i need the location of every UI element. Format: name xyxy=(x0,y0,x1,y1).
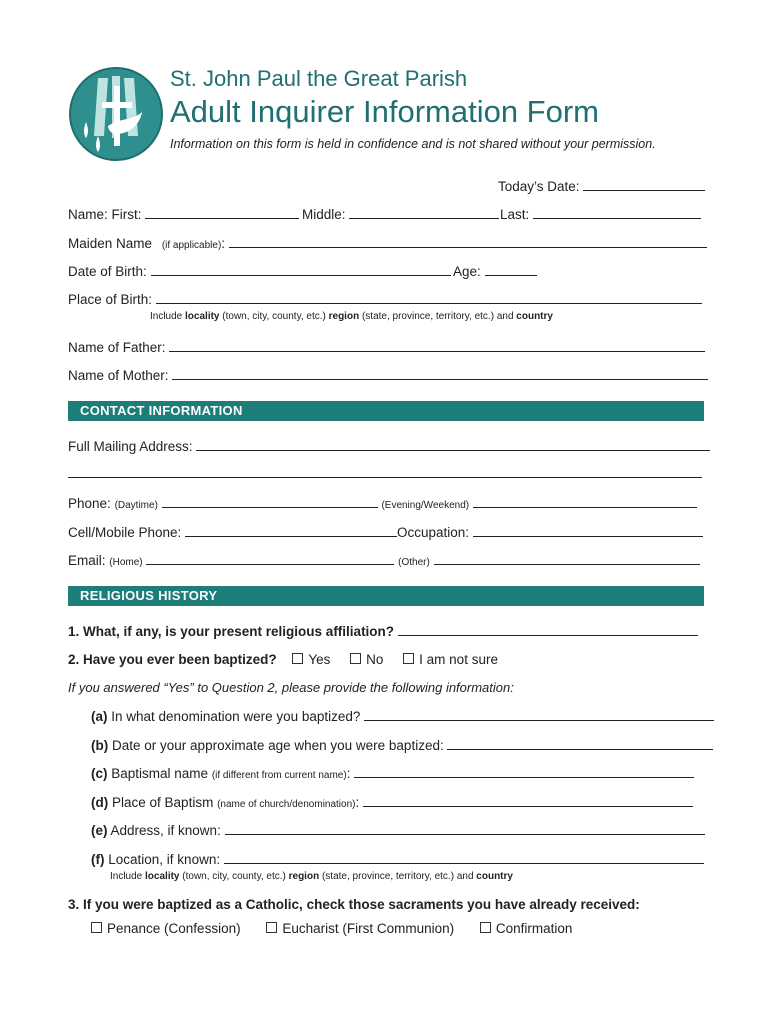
q2b-tag: (b) xyxy=(91,738,109,753)
q2f-field[interactable] xyxy=(224,851,704,864)
place-of-birth-hint xyxy=(150,311,553,322)
age-field[interactable] xyxy=(485,263,537,276)
q2e-tag: (e) xyxy=(91,823,108,838)
last-name-label: Last: xyxy=(500,207,530,222)
q2-yes-option[interactable] xyxy=(292,652,330,667)
home-note: (Home) xyxy=(109,557,143,568)
checkbox-icon[interactable] xyxy=(403,653,414,664)
hint-region: region xyxy=(288,871,320,882)
evening-phone-field[interactable] xyxy=(473,495,697,508)
q1-label: 1. What, if any, is your present religious affiliation? xyxy=(68,624,395,639)
q2a-row xyxy=(91,708,714,724)
q2d-note: (name of church/denomination) xyxy=(217,799,356,810)
q2b-label: Date or your approximate age when you were baptized: xyxy=(112,738,444,753)
hint-text: (town, city, county, etc.) xyxy=(222,311,326,322)
checkbox-icon[interactable] xyxy=(292,653,303,664)
q2c-field[interactable] xyxy=(354,765,694,778)
penance-option[interactable] xyxy=(91,921,241,936)
confirmation-option[interactable] xyxy=(480,921,573,936)
if-applicable-note: (if applicable) xyxy=(161,240,222,251)
occupation-row xyxy=(397,524,703,540)
dob-row xyxy=(68,263,451,279)
mailing-address-row xyxy=(68,438,710,454)
mailing-address-field[interactable] xyxy=(196,438,710,451)
name-row xyxy=(68,206,299,222)
mailing-address-label: Full Mailing Address: xyxy=(68,439,193,454)
q2f-row xyxy=(91,851,704,867)
form-title: Adult Inquirer Information Form xyxy=(170,94,600,129)
mother-row xyxy=(68,367,708,383)
phone-label: Phone: xyxy=(68,496,111,511)
age-label: Age: xyxy=(453,264,481,279)
q2b-row xyxy=(91,737,713,753)
q2d-row: (d) Place of Baptism (name of church/denomination): xyxy=(91,794,693,810)
q3-options xyxy=(91,921,572,936)
contact-section-header xyxy=(68,401,704,421)
q2-not-sure-option[interactable] xyxy=(403,652,498,667)
q3-label: 3. If you were baptized as a Catholic, check those sacraments you have already received: xyxy=(68,897,640,912)
daytime-phone-field[interactable] xyxy=(162,495,378,508)
religious-section-header xyxy=(68,586,704,606)
email-row xyxy=(68,552,700,568)
cell-phone-field[interactable] xyxy=(185,524,397,537)
first-name-label: Name: First: xyxy=(68,207,142,222)
evening-note: (Evening/Weekend) xyxy=(381,500,470,511)
q2e-row xyxy=(91,822,705,838)
maiden-name-field[interactable] xyxy=(229,235,707,248)
hint-country: country xyxy=(476,871,513,882)
hint-text: (state, province, territory, etc.) and xyxy=(361,311,514,322)
hint-text: (town, city, county, etc.) xyxy=(182,871,286,882)
hint-country: country xyxy=(516,311,553,322)
option-label: Confirmation xyxy=(495,921,573,936)
mother-label: Name of Mother: xyxy=(68,368,169,383)
first-name-field[interactable] xyxy=(145,206,299,219)
place-of-birth-label: Place of Birth: xyxy=(68,292,153,307)
q1-field[interactable] xyxy=(398,623,698,636)
maiden-name-row: Maiden Name (if applicable): xyxy=(68,235,707,251)
dob-field[interactable] xyxy=(151,263,451,276)
q2e-label: Address, if known: xyxy=(110,823,221,838)
middle-name-row xyxy=(302,206,499,222)
other-email-field[interactable] xyxy=(434,552,700,565)
confidentiality-notice: Information on this form is held in confidence and is not shared without your permission. xyxy=(170,137,656,151)
q2d-tag: (d) xyxy=(91,795,109,810)
mother-field[interactable] xyxy=(172,367,708,380)
parish-logo xyxy=(68,66,164,162)
q2a-field[interactable] xyxy=(364,708,714,721)
q2-no-option[interactable] xyxy=(350,652,383,667)
option-label: No xyxy=(366,652,384,667)
hint-locality: locality xyxy=(145,871,180,882)
occupation-label: Occupation: xyxy=(397,525,470,540)
occupation-field[interactable] xyxy=(473,524,703,537)
location-hint xyxy=(110,871,513,882)
cell-phone-label: Cell/Mobile Phone: xyxy=(68,525,182,540)
middle-name-label: Middle: xyxy=(302,207,346,222)
checkbox-icon[interactable] xyxy=(266,922,277,933)
mailing-address-line2[interactable] xyxy=(68,465,702,478)
contact-heading: CONTACT INFORMATION xyxy=(80,403,243,418)
home-email-field[interactable] xyxy=(146,552,394,565)
q2b-field[interactable] xyxy=(447,737,713,750)
hint-locality: locality xyxy=(185,311,220,322)
option-label: Eucharist (First Communion) xyxy=(282,921,455,936)
q2c-label: Baptismal name xyxy=(111,766,209,781)
q2-label: 2. Have you ever been baptized? xyxy=(68,652,277,667)
q2c-note: (if different from current name) xyxy=(211,770,347,781)
q2d-field[interactable] xyxy=(363,794,693,807)
hint-text: Include xyxy=(110,871,143,882)
hint-text: Include xyxy=(150,311,183,322)
q2f-tag: (f) xyxy=(91,852,105,867)
last-name-field[interactable] xyxy=(533,206,701,219)
dob-label: Date of Birth: xyxy=(68,264,147,279)
hint-text: (state, province, territory, etc.) and xyxy=(321,871,474,882)
todays-date-row xyxy=(498,178,705,194)
father-row xyxy=(68,339,705,355)
father-field[interactable] xyxy=(169,339,705,352)
place-of-birth-row xyxy=(68,291,702,307)
email-label: Email: xyxy=(68,553,106,568)
q2a-label: In what denomination were you baptized? xyxy=(111,709,361,724)
age-row xyxy=(453,263,537,279)
q2a-tag: (a) xyxy=(91,709,108,724)
hint-region: region xyxy=(328,311,360,322)
parish-name: St. John Paul the Great Parish xyxy=(170,66,468,91)
q1-row xyxy=(68,623,698,639)
checkbox-icon[interactable] xyxy=(350,653,361,664)
q2f-label: Location, if known: xyxy=(108,852,221,867)
checkbox-icon[interactable] xyxy=(91,922,102,933)
father-label: Name of Father: xyxy=(68,340,166,355)
eucharist-option[interactable] xyxy=(266,921,454,936)
cell-phone-row xyxy=(68,524,397,540)
other-note: (Other) xyxy=(398,557,430,568)
if-yes-instruction: If you answered “Yes” to Question 2, please provide the following information: xyxy=(68,680,514,695)
option-label: I am not sure xyxy=(419,652,498,667)
option-label: Penance (Confession) xyxy=(107,921,241,936)
q2c-tag: (c) xyxy=(91,766,108,781)
option-label: Yes xyxy=(308,652,331,667)
phone-row xyxy=(68,495,697,511)
middle-name-field[interactable] xyxy=(349,206,499,219)
maiden-name-label: Maiden Name xyxy=(68,236,153,251)
religious-heading: RELIGIOUS HISTORY xyxy=(80,588,218,603)
q2c-row: (c) Baptismal name (if different from current name): xyxy=(91,765,694,781)
q2-row xyxy=(68,652,498,667)
last-name-row xyxy=(500,206,701,222)
place-of-birth-field[interactable] xyxy=(156,291,702,304)
daytime-note: (Daytime) xyxy=(114,500,158,511)
q2d-label: Place of Baptism xyxy=(112,795,214,810)
checkbox-icon[interactable] xyxy=(480,922,491,933)
todays-date-label: Today’s Date: xyxy=(498,179,580,194)
q2e-field[interactable] xyxy=(225,822,705,835)
todays-date-field[interactable] xyxy=(583,178,705,191)
